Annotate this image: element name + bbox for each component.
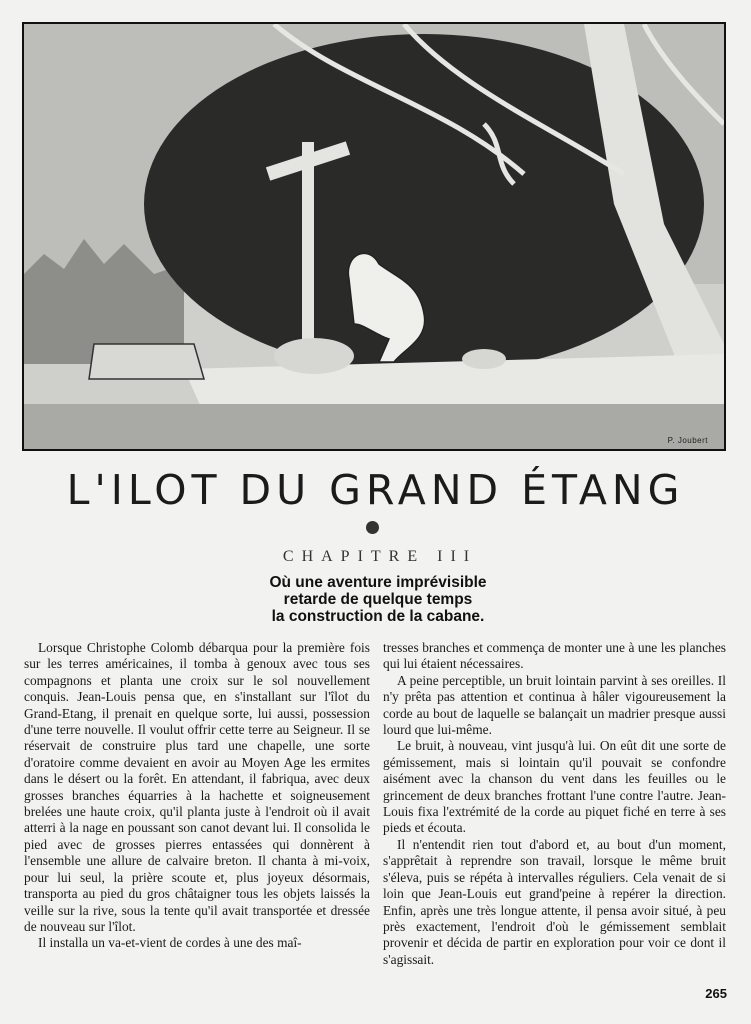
illustration-drawing	[24, 24, 724, 449]
paragraph: Lorsque Christophe Colomb débarqua pour la première fois sur les terres américaines, il tomba à genoux avec tous ses compagnons et planta une croix sur le sol nouvellement conquis. Jean-Louis pensa que, en s'installant sur l'îlot du Grand-Etang, il prenait en quelque sorte, lui aussi, possession d'une terre nouvelle. Il voulut offrir cette terre au Seigneur. Il se réservait de construire plus tard une chapelle, une sorte d'oratoire comme devaient en avoir au Moyen Age les ermites dans le désert ou la forêt. En attendant, il fabriqua, avec deux grosses branches équarries à la hachette et soigneusement brelées une haute croix, qu'il planta juste à l'endroit où il avait atterri à la nage en poussant son canot devant lui. Il consolida le pied avec de grosses pierres entassées qui donnèrent à l'ensemble une allure de calvaire breton. Il chanta à mi-voix, pour lui seul, la prière scoute et, plus joyeux désormais, transporta au pied du gros châtaigner tous les objets laissés la veille sur la rive, sous la tente qu'il avait transportée et dressée de nouveau sur l'îlot.	[24, 640, 370, 934]
text-column-left	[24, 640, 370, 952]
paragraph: tresses branches et commença de monter une à une les planches qui lui étaient nécessaires.	[383, 640, 726, 672]
title-ornament-dot	[366, 521, 379, 534]
illustration	[22, 22, 726, 451]
story-title: L'ILOT DU GRAND ÉTANG	[66, 466, 685, 514]
water	[24, 404, 724, 449]
paragraph: Il installa un va-et-vient de cordes à une des maî-	[38, 935, 302, 951]
canoe	[89, 344, 204, 379]
stones	[274, 338, 354, 374]
chapter-heading: CHAPITRE III	[282, 548, 478, 565]
paragraph: Le bruit, à nouveau, vint jusqu'à lui. On eût dit une sorte de gémissement, mais si lointain qu'il pouvait se confondre aisément avec la chanson du vent dans les feuilles ou le grincement de deux branches frottant l'une contre l'autre. Jean-Louis fixa l'extrémité de la corde au piquet fiché en terre à ses pieds et écouta.	[383, 738, 726, 836]
subtitle-line: Où une aventure imprévisible	[269, 574, 487, 591]
subtitle-line: la construction de la cabane.	[271, 608, 485, 625]
subtitle-line: retarde de quelque temps	[283, 591, 473, 608]
paragraph: Il n'entendit rien tout d'abord et, au bout d'un moment, s'apprêtait à reprendre son travail, lorsque le même bruit s'éleva, puis se répéta à intervalles réguliers. Cela venait de si loin que Jean-Louis eut grand'peine à repérer la direction. Enfin, après une très longue attente, il pensa avoir situé, à peu près exactement, l'endroit d'où le gémissement semblait provenir et décida de partir en exploration pour voir ce dont il s'agissait.	[383, 836, 726, 967]
page-number: 265	[705, 986, 727, 1001]
chapter-subtitle	[220, 574, 536, 625]
text-column-right	[383, 640, 726, 968]
artist-signature: P. Joubert	[667, 436, 708, 445]
cross-post	[302, 142, 314, 362]
paragraph: A peine perceptible, un bruit lointain parvint à ses oreilles. Il n'y prêta pas attention et continua à hâler vigoureusement la corde au bout de laquelle se balançait un madrier presque aussi lourd que lui-même.	[383, 672, 726, 738]
